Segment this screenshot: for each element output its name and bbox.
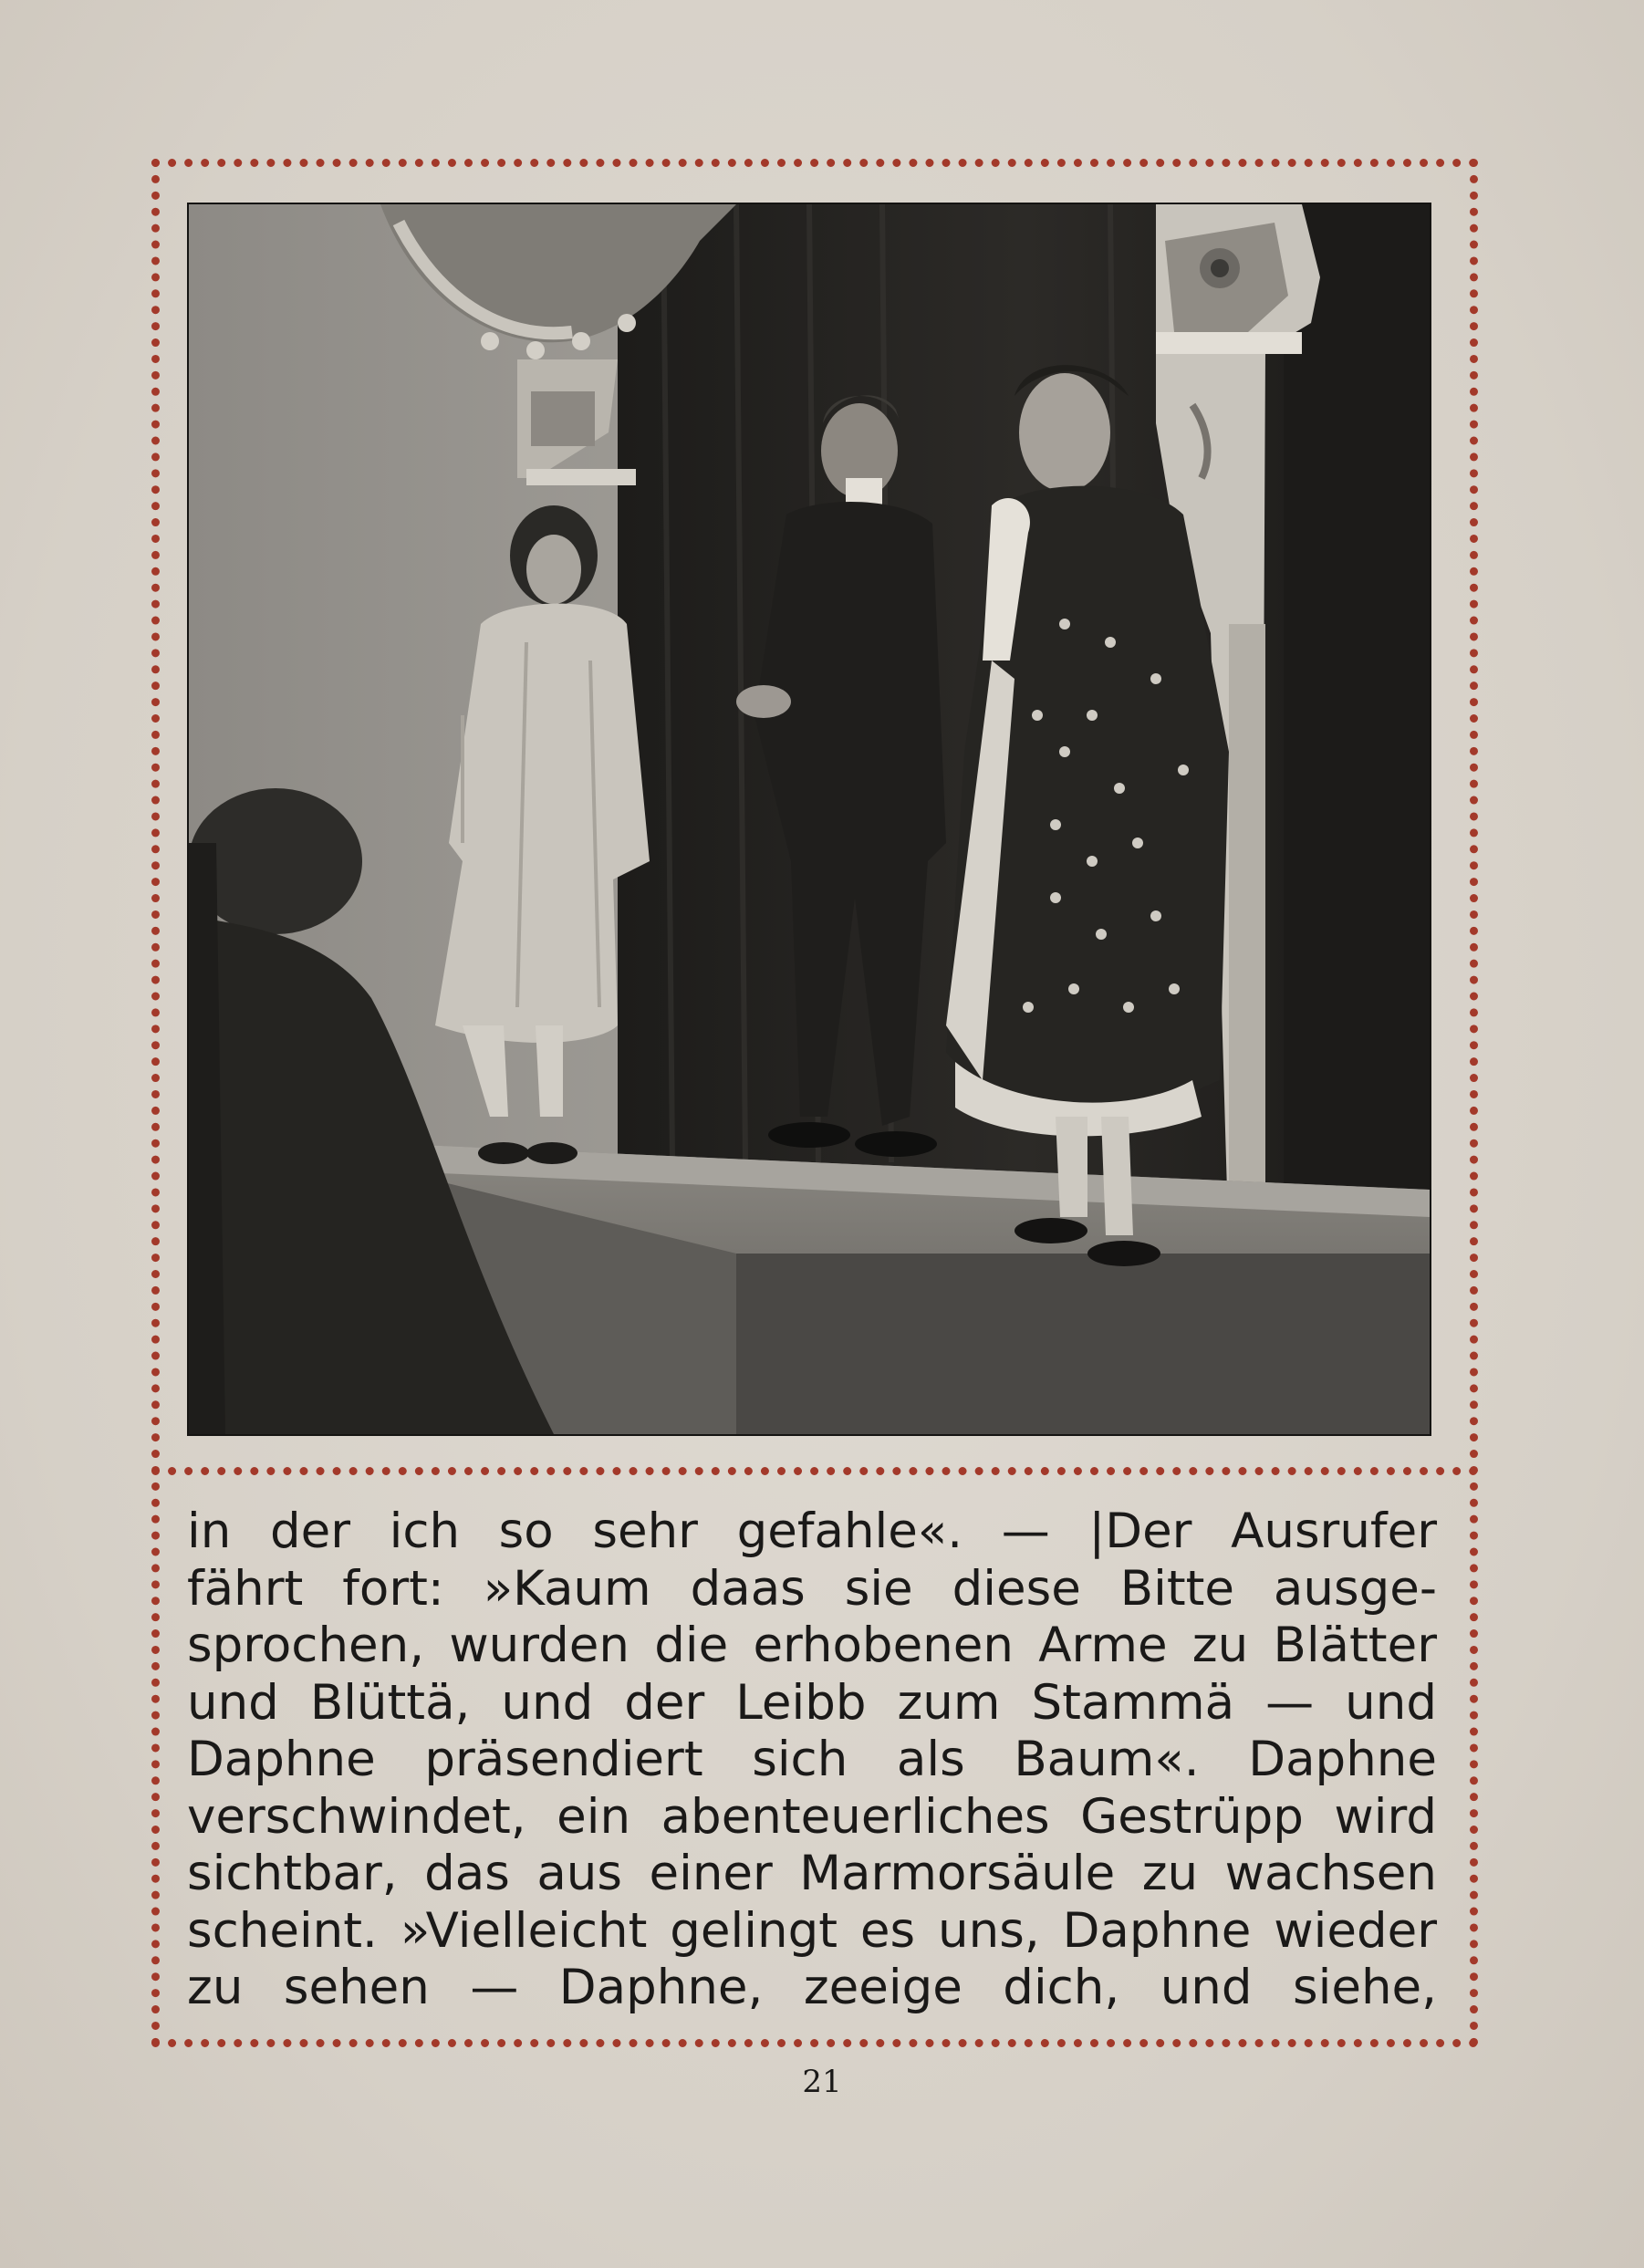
text-line: sprochen, wurden die erhobenen Arme zu Blätter xyxy=(187,1618,1437,1673)
text-line: scheint. »Vielleicht gelingt es uns, Daphne wieder xyxy=(187,1902,1437,1959)
text-line: sichtbar, das aus einer Marmorsäule zu wachsen xyxy=(187,1846,1437,1901)
body-text xyxy=(187,1503,1437,2017)
text-line: zu sehen — Daphne, zeeige dich, und siehe, xyxy=(187,1960,1437,2015)
photo-illustration xyxy=(189,204,1430,1434)
text-line: Daphne präsendiert sich als Baum«. Daphne xyxy=(187,1732,1437,1787)
text-line: verschwindet, ein abenteuerliches Gestrüpp wird xyxy=(187,1788,1437,1845)
page-number: 21 xyxy=(802,2064,842,2100)
text-line: in der ich so sehr gefahle«. — |Der Ausrufer xyxy=(187,1503,1437,1559)
stage-photograph xyxy=(187,203,1431,1436)
dotted-divider xyxy=(151,1467,1478,1475)
text-line: fährt fort: »Kaum daas sie diese Bitte ausge- xyxy=(187,1560,1437,1617)
text-line: und Blüttä, und der Leibb zum Stammä — und xyxy=(187,1674,1437,1731)
